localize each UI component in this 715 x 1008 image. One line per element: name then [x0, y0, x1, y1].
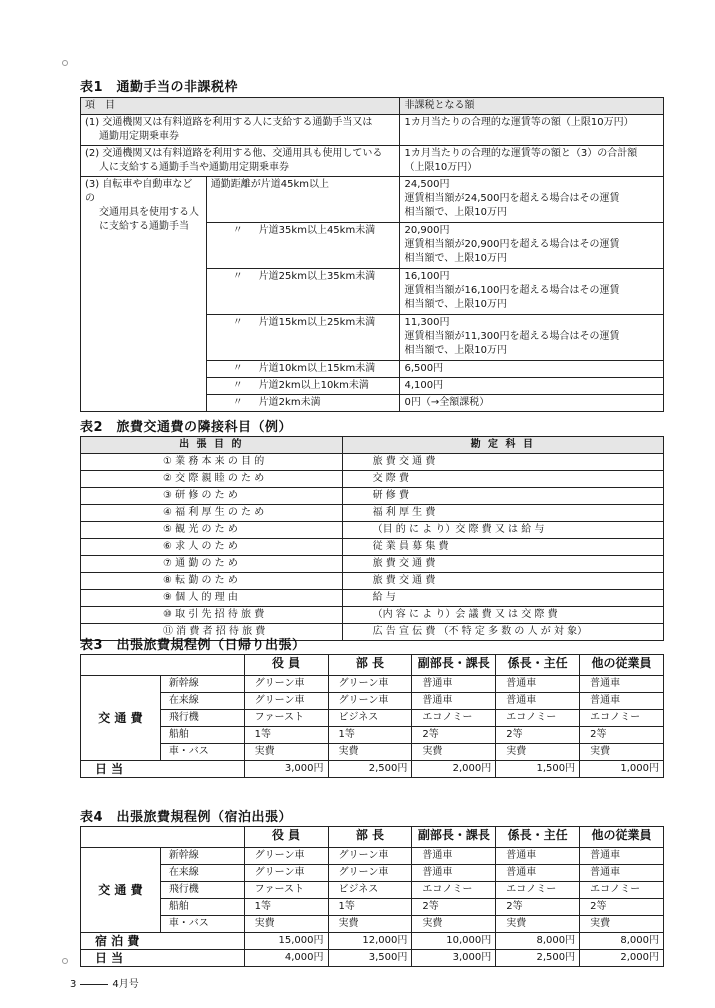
column-header: 他の従業員	[580, 827, 664, 848]
class-cell: 2等	[412, 727, 496, 744]
row1-item-line: (1) 交通機関又は有料道路を利用する人に支給する通勤手当又は	[85, 117, 373, 128]
account-cell: 旅 費 交 通 費	[342, 573, 663, 590]
transport-mode: 車・バス	[160, 916, 244, 933]
account-cell: 福 利 厚 生 費	[342, 505, 663, 522]
amount-value: 11,300円	[404, 317, 450, 328]
class-cell: 2等	[580, 899, 664, 916]
class-cell: グリーン車	[328, 693, 412, 710]
day-trip-rules-table	[80, 654, 664, 778]
footer-rule	[80, 984, 108, 985]
column-header: 係長・主任	[496, 827, 580, 848]
class-cell: グリーン車	[244, 848, 328, 865]
account-cell: 旅 費 交 通 費	[342, 454, 663, 471]
table-row	[81, 710, 664, 727]
table1-title: 表1 通勤手当の非課税枠	[80, 80, 239, 95]
account-cell: 交 際 費	[342, 471, 663, 488]
purpose-cell: ③ 研 修 の た め	[81, 488, 343, 505]
class-cell: ビジネス	[328, 710, 412, 727]
class-cell: 普通車	[412, 693, 496, 710]
purpose-cell: ⑧ 転 勤 の た め	[81, 573, 343, 590]
amount-note: 運賃相当額が20,900円を超える場合はその運賃	[404, 239, 620, 250]
purpose-cell: ⑨ 個 人 的 理 由	[81, 590, 343, 607]
column-header: 係長・主任	[496, 655, 580, 676]
issue-label: 4月号	[112, 979, 139, 990]
daily-allowance-amount: 1,000円	[580, 761, 664, 778]
amount-note: 運賃相当額が24,500円を超える場合はその運賃	[404, 193, 620, 204]
column-header: 副部長・課長	[412, 827, 496, 848]
row3-item-line: (3) 自転車や自動車などの	[85, 179, 193, 204]
account-cell: （目 的 に よ り）交 際 費 又 は 給 与	[342, 522, 663, 539]
transport-mode: 新幹線	[160, 848, 244, 865]
account-cell: 旅 費 交 通 費	[342, 556, 663, 573]
class-cell: 2等	[496, 727, 580, 744]
class-cell: 普通車	[412, 676, 496, 693]
table-row	[81, 556, 664, 573]
column-header: 副部長・課長	[412, 655, 496, 676]
class-cell: エコノミー	[496, 710, 580, 727]
account-cell: 研 修 費	[342, 488, 663, 505]
ditto-mark: 〃	[232, 363, 243, 374]
table3-title: 表3 出張旅費規程例（日帰り出張）	[80, 638, 306, 653]
class-cell: ファースト	[244, 882, 328, 899]
class-cell: 普通車	[580, 865, 664, 882]
purpose-cell: ⑦ 通 勤 の た め	[81, 556, 343, 573]
overnight-trip-rules-table	[80, 826, 664, 967]
class-cell: 実費	[328, 916, 412, 933]
class-cell: グリーン車	[328, 865, 412, 882]
table-row	[81, 488, 664, 505]
class-cell: グリーン車	[244, 865, 328, 882]
class-cell: 普通車	[412, 848, 496, 865]
row3-item-line: 交通用具を使用する人	[99, 207, 199, 218]
class-cell: グリーン車	[244, 676, 328, 693]
transport-mode: 船舶	[160, 727, 244, 744]
travel-expense-account-table	[80, 436, 664, 641]
amount-value: 6,500円	[400, 361, 664, 378]
daily-allowance-amount: 1,500円	[496, 761, 580, 778]
daily-allowance-amount: 3,000円	[412, 950, 496, 967]
purpose-cell: ① 業 務 本 来 の 目 的	[81, 454, 343, 471]
class-cell: 実費	[496, 916, 580, 933]
amount-note: 相当額で、上限10万円	[404, 207, 508, 218]
transport-group-label: 交 通 費	[81, 676, 161, 761]
ditto-mark: 〃	[232, 380, 243, 391]
daily-allowance-amount: 3,500円	[328, 950, 412, 967]
transport-group-label: 交 通 費	[81, 848, 161, 933]
lodging-amount: 8,000円	[580, 933, 664, 950]
distance-cell: 片道25km以上35km未満	[258, 271, 376, 282]
page-number: 3	[70, 979, 77, 990]
amount-value: 20,900円	[404, 225, 450, 236]
column-header: 部 長	[328, 827, 412, 848]
purpose-cell: ⑥ 求 人 の た め	[81, 539, 343, 556]
row2-item-line: (2) 交通機関又は有料道路を利用する他、交通用具も使用している	[85, 148, 383, 159]
header-item: 項 目	[81, 98, 400, 115]
transport-mode: 船舶	[160, 899, 244, 916]
punch-hole-mark	[62, 958, 68, 964]
ditto-mark: 〃	[232, 271, 243, 282]
transport-mode: 車・バス	[160, 744, 244, 761]
transport-mode: 飛行機	[160, 882, 244, 899]
class-cell: 実費	[412, 744, 496, 761]
daily-allowance-amount: 4,000円	[244, 950, 328, 967]
lodging-amount: 10,000円	[412, 933, 496, 950]
amount-value: 4,100円	[400, 378, 664, 395]
class-cell: ファースト	[244, 710, 328, 727]
amount-note: 運賃相当額が16,100円を超える場合はその運賃	[404, 285, 620, 296]
table-header-row	[81, 98, 664, 115]
table4-title: 表4 出張旅費規程例（宿泊出張）	[80, 810, 293, 825]
amount-note: 相当額で、上限10万円	[404, 253, 508, 264]
purpose-cell: ④ 福 利 厚 生 の た め	[81, 505, 343, 522]
table-row	[81, 899, 664, 916]
class-cell: 普通車	[580, 848, 664, 865]
class-cell: 普通車	[496, 676, 580, 693]
amount-value: 16,100円	[404, 271, 450, 282]
daily-allowance-label: 日 当	[81, 761, 245, 778]
ditto-mark: 〃	[232, 225, 243, 236]
header-account: 勘 定 科 目	[342, 437, 663, 454]
row1-item-line: 通勤用定期乗車券	[99, 131, 179, 142]
class-cell: 普通車	[496, 865, 580, 882]
class-cell: グリーン車	[244, 693, 328, 710]
class-cell: 1等	[244, 899, 328, 916]
table-row	[81, 454, 664, 471]
account-cell: 給 与	[342, 590, 663, 607]
table-row	[81, 950, 664, 967]
table-row	[81, 693, 664, 710]
class-cell: 普通車	[496, 693, 580, 710]
table-row	[81, 727, 664, 744]
amount-note: 運賃相当額が11,300円を超える場合はその運賃	[404, 331, 620, 342]
table-row	[81, 146, 664, 177]
table-row	[81, 761, 664, 778]
class-cell: 2等	[412, 899, 496, 916]
daily-allowance-amount: 2,500円	[496, 950, 580, 967]
class-cell: 1等	[328, 727, 412, 744]
lodging-amount: 8,000円	[496, 933, 580, 950]
table-row	[81, 471, 664, 488]
class-cell: 普通車	[580, 676, 664, 693]
class-cell: エコノミー	[580, 882, 664, 899]
class-cell: 1等	[244, 727, 328, 744]
column-header: 部 長	[328, 655, 412, 676]
lodging-amount: 15,000円	[244, 933, 328, 950]
table-row	[81, 607, 664, 624]
lodging-label: 宿 泊 費	[81, 933, 245, 950]
table-row	[81, 539, 664, 556]
column-header: 役 員	[244, 655, 328, 676]
class-cell: 実費	[244, 744, 328, 761]
table-row	[81, 590, 664, 607]
header-purpose: 出 張 目 的	[81, 437, 343, 454]
amount-value: 24,500円	[404, 179, 450, 190]
class-cell: 実費	[496, 744, 580, 761]
table-row	[81, 882, 664, 899]
table-row	[81, 744, 664, 761]
class-cell: 普通車	[412, 865, 496, 882]
purpose-cell: ⑪ 消 費 者 招 待 旅 費	[81, 624, 343, 641]
class-cell: 実費	[244, 916, 328, 933]
class-cell: エコノミー	[496, 882, 580, 899]
header-limit: 非課税となる額	[400, 98, 664, 115]
class-cell: 実費	[580, 744, 664, 761]
transport-mode: 飛行機	[160, 710, 244, 727]
class-cell: 2等	[580, 727, 664, 744]
class-cell: 実費	[412, 916, 496, 933]
account-cell: 広 告 宣 伝 費 （不 特 定 多 数 の 人 が 対 象）	[342, 624, 663, 641]
class-cell: ビジネス	[328, 882, 412, 899]
class-cell: 実費	[328, 744, 412, 761]
column-header: 役 員	[244, 827, 328, 848]
table-header-row	[81, 655, 664, 676]
account-cell: 従 業 員 募 集 費	[342, 539, 663, 556]
table2-title: 表2 旅費交通費の隣接科目（例）	[80, 420, 293, 435]
class-cell: エコノミー	[412, 882, 496, 899]
daily-allowance-amount: 3,000円	[244, 761, 328, 778]
purpose-cell: ⑤ 観 光 の た め	[81, 522, 343, 539]
daily-allowance-label: 日 当	[81, 950, 245, 967]
table-row	[81, 916, 664, 933]
row1-limit: 1カ月当たりの合理的な運賃等の額（上限10万円）	[400, 115, 664, 146]
table-row	[81, 865, 664, 882]
transport-mode: 在来線	[160, 865, 244, 882]
distance-cell: 通勤距離が片道45km以上	[206, 177, 400, 223]
class-cell: 普通車	[496, 848, 580, 865]
amount-note: 相当額で、上限10万円	[404, 299, 508, 310]
table-row	[81, 522, 664, 539]
distance-cell: 片道35km以上45km未満	[258, 225, 376, 236]
class-cell: グリーン車	[328, 676, 412, 693]
class-cell: 1等	[328, 899, 412, 916]
class-cell: 普通車	[580, 693, 664, 710]
table-row	[81, 505, 664, 522]
purpose-cell: ② 交 際 親 睦 の た め	[81, 471, 343, 488]
ditto-mark: 〃	[232, 317, 243, 328]
row2-item-line: 人に支給する通勤手当や通勤用定期乗車券	[99, 162, 289, 173]
transport-mode: 在来線	[160, 693, 244, 710]
class-cell: 2等	[496, 899, 580, 916]
ditto-mark: 〃	[232, 397, 243, 408]
table-row	[81, 676, 664, 693]
daily-allowance-amount: 2,500円	[328, 761, 412, 778]
table-row	[81, 933, 664, 950]
row2-limit-line: （上限10万円）	[404, 162, 478, 173]
punch-hole-mark	[62, 60, 68, 66]
table-row	[81, 573, 664, 590]
transport-mode: 新幹線	[160, 676, 244, 693]
class-cell: エコノミー	[412, 710, 496, 727]
class-cell: 実費	[580, 916, 664, 933]
distance-cell: 片道2km未満	[258, 397, 321, 408]
class-cell: エコノミー	[580, 710, 664, 727]
row2-limit-line: 1カ月当たりの合理的な運賃等の額と（3）の合計額	[404, 148, 638, 159]
purpose-cell: ⑩ 取 引 先 招 待 旅 費	[81, 607, 343, 624]
lodging-amount: 12,000円	[328, 933, 412, 950]
amount-value: 0円（→全額課税）	[400, 395, 664, 412]
distance-cell: 片道15km以上25km未満	[258, 317, 376, 328]
class-cell: グリーン車	[328, 848, 412, 865]
table-row	[81, 848, 664, 865]
daily-allowance-amount: 2,000円	[412, 761, 496, 778]
distance-cell: 片道2km以上10km未満	[258, 380, 369, 391]
row3-item-line: に支給する通勤手当	[99, 221, 189, 232]
table-row	[81, 177, 664, 223]
distance-cell: 片道10km以上15km未満	[258, 363, 376, 374]
amount-note: 相当額で、上限10万円	[404, 345, 508, 356]
page-footer	[70, 975, 139, 990]
table-header-row	[81, 827, 664, 848]
column-header: 他の従業員	[580, 655, 664, 676]
table-row	[81, 115, 664, 146]
table-header-row	[81, 437, 664, 454]
daily-allowance-amount: 2,000円	[580, 950, 664, 967]
commute-allowance-table	[80, 97, 664, 412]
account-cell: （内 容 に よ り）会 議 費 又 は 交 際 費	[342, 607, 663, 624]
